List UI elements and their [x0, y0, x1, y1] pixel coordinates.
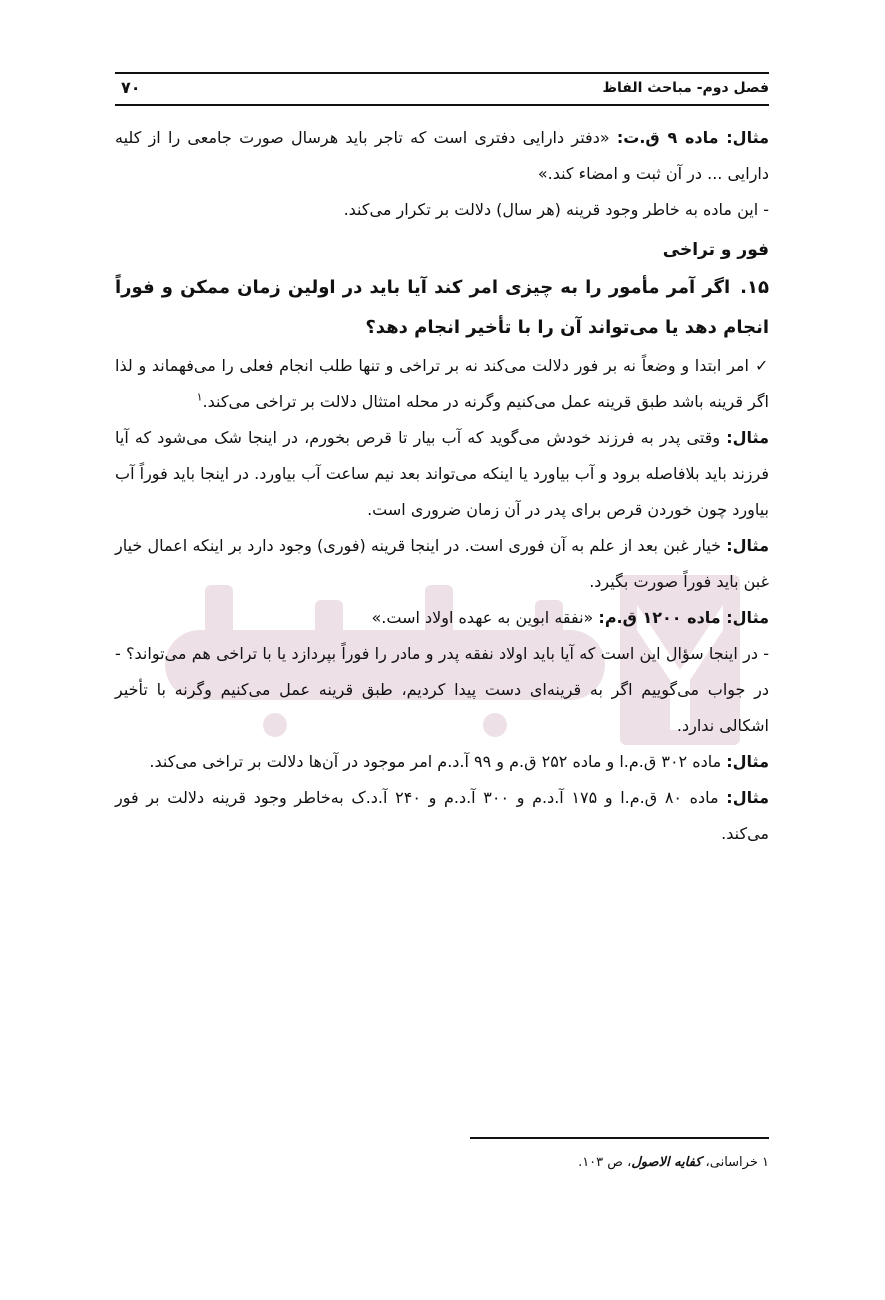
section-heading: فور و تراخی	[662, 240, 769, 260]
footnote-author: خراسانی،	[701, 1155, 763, 1170]
footnote	[115, 1155, 769, 1170]
example-label: مثال: ماده ۱۲۰۰ ق.م:	[598, 608, 769, 627]
example-text: ماده ۳۰۲ ق.م.ا و ماده ۲۵۲ ق.م و ۹۹ آ.د.م امر موجود در آن‌ها دلالت بر تراخی می‌کند.	[149, 752, 727, 771]
example-paragraph	[115, 120, 769, 192]
example-text: خیار غبن بعد از علم به آن فوری است. در اینجا قرینه (فوری) وجود دارد بر اینکه اعمال خیار غبن باید فوراً صورت بگیرد.	[115, 536, 769, 591]
footnote-page: ، ص ۱۰۳.	[578, 1155, 632, 1170]
example-paragraph	[115, 420, 769, 528]
example-paragraph	[115, 528, 769, 600]
footnote-divider	[470, 1137, 769, 1139]
example-text: «دفتر دارایی دفتری است که تاجر باید هرسال صورت جامعی را از کلیه دارایی ... در آن ثبت و امضاء کند.»	[115, 128, 769, 183]
explanation-paragraph: - این ماده به خاطر وجود قرینه (هر سال) دلالت بر تکرار می‌کند.	[343, 200, 769, 219]
question-number: ۱۵.	[740, 277, 769, 298]
page-body	[115, 120, 769, 852]
answer-text: امر ابتدا و وضعاً نه بر فور دلالت می‌کند نه بر تراخی و تنها طلب انجام فعلی را می‌فهماند و لذا اگر قرینه باشد طبق قرینه عمل می‌کنیم وگرنه در محله امتثال دلالت بر تراخی می‌کند.	[115, 356, 769, 411]
page-number: ۷۰	[121, 78, 141, 97]
question-text: اگر آمر مأمور را به چیزی امر کند آیا باید در اولین زمان ممکن و فوراً انجام دهد یا می‌تواند آن را با تأخیر انجام دهد؟	[115, 277, 769, 338]
example-paragraph	[115, 780, 769, 852]
example-text: «نفقه ابوین به عهده اولاد است.»	[371, 608, 599, 627]
footnote-reference: ۱	[196, 390, 203, 404]
footnote-book-title: کفایه الاصول	[631, 1155, 702, 1170]
answer-paragraph	[115, 348, 769, 420]
explanation-paragraph: - در اینجا سؤال این است که آیا باید اولاد نفقه پدر و مادر را فوراً بپردازد یا با تراخی هم می‌تواند؟ - در جواب می‌گوییم اگر به قرینه‌ای دست پیدا کردیم، طبق قرینه عمل می‌کنیم وگرنه با تأخیر اشکالی ندارد.	[115, 644, 769, 735]
example-label: مثال:	[726, 752, 769, 771]
checkmark-icon: ✓	[754, 356, 770, 375]
example-paragraph	[115, 600, 769, 636]
example-label: مثال: ماده ۹ ق.ت:	[616, 128, 770, 147]
example-label: مثال:	[726, 428, 769, 447]
example-label: مثال:	[726, 536, 769, 555]
running-header	[115, 72, 769, 106]
question-paragraph	[115, 268, 769, 348]
example-text: ماده ۸۰ ق.م.ا و ۱۷۵ آ.د.م و ۳۰۰ آ.د.م و ۲۴۰ آ.د.ک به‌خاطر وجود قرینه دلالت بر فور می‌کند.	[115, 788, 769, 843]
example-text: وقتی پدر به فرزند خودش می‌گوید که آب بیار تا قرص بخورم، در اینجا شک می‌شود که آیا فرزند باید بلافاصله برود و آب بیاورد یا اینکه می‌تواند بعد نیم ساعت آب بیاورد. در اینجا باید فوراً آب بیاورد چون خوردن قرص برای پدر در آن زمان ضروری است.	[115, 428, 769, 519]
chapter-title: فصل دوم- مباحث الفاظ	[602, 80, 769, 96]
example-label: مثال:	[726, 788, 770, 807]
example-paragraph	[115, 744, 769, 780]
footnote-number: ۱	[762, 1155, 769, 1170]
